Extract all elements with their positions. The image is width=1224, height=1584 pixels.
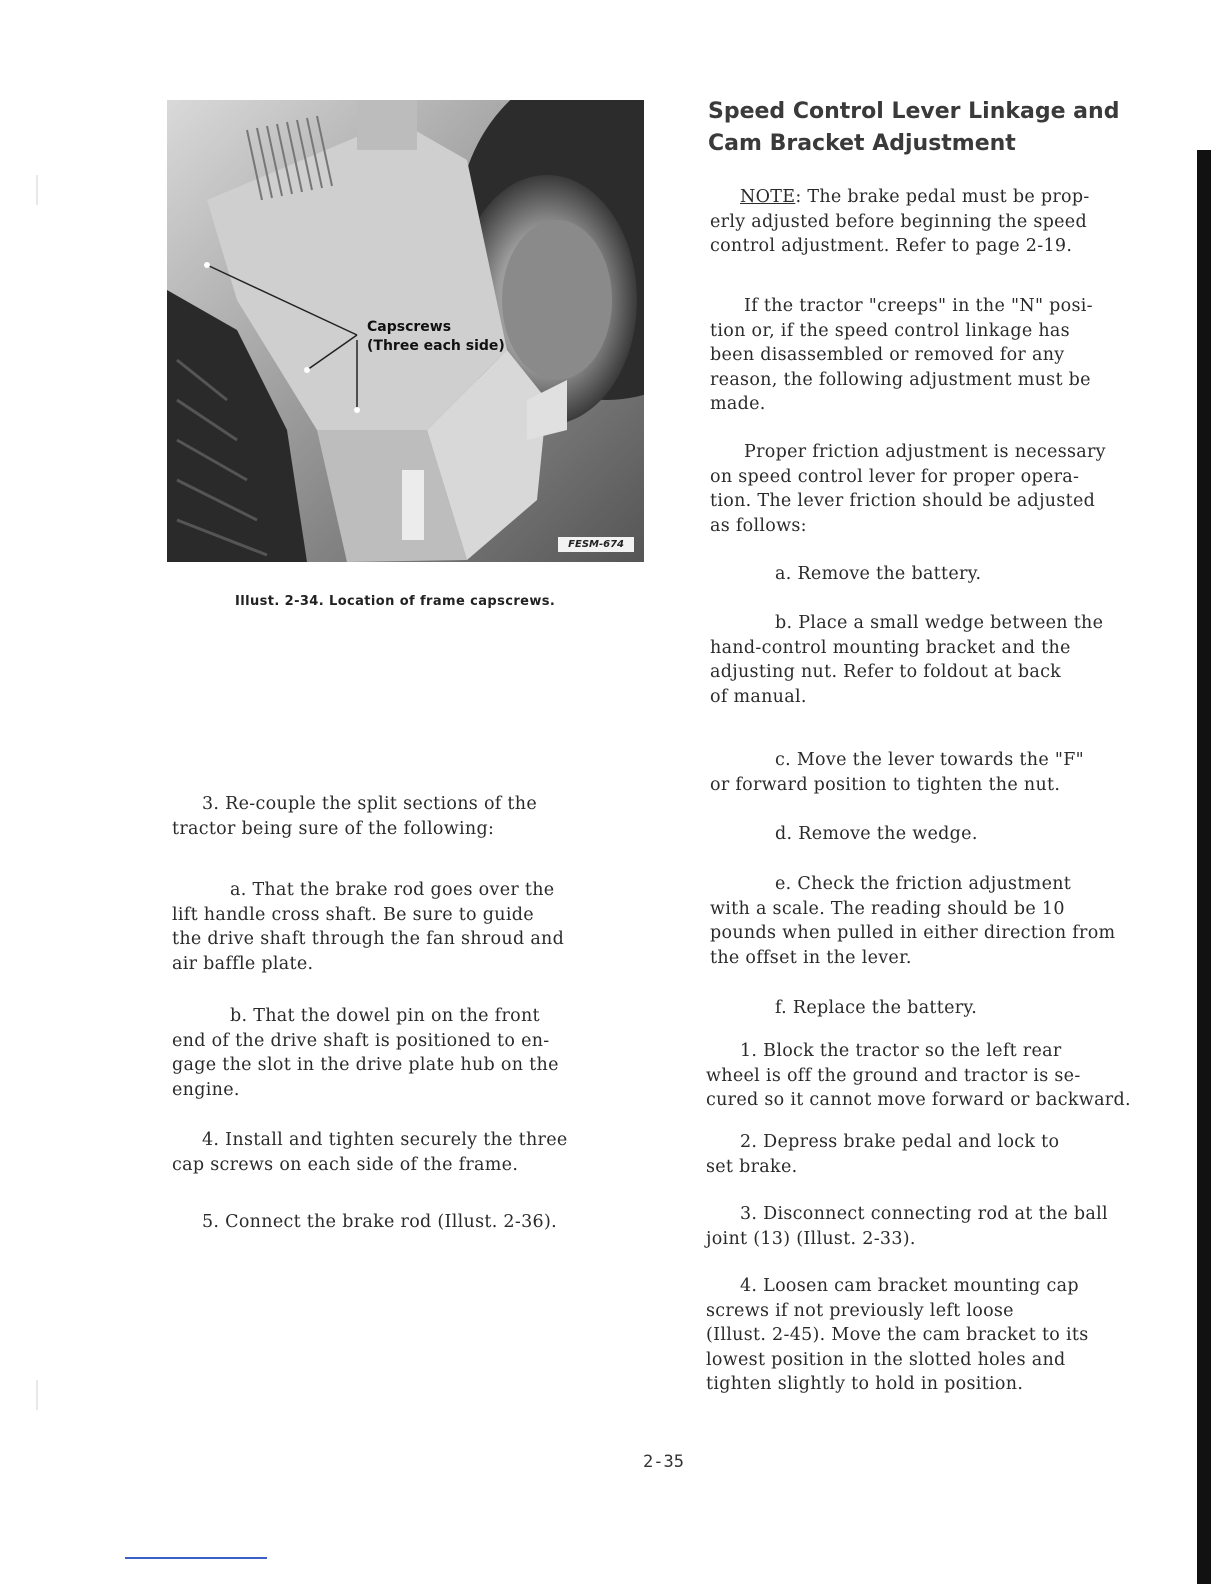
figure-code-label: FESM-674	[558, 537, 634, 552]
substep-c-move-lever: c. Move the lever towards the "F" or forward position to tighten the nut.	[710, 750, 1084, 795]
creeps-paragraph: If the tractor "creeps" in the "N" posi- tion or, if the speed control linkage has been disassembled or removed for any reason, the following adjustment must be made.	[710, 296, 1093, 414]
step-4-loosen-cam-bracket: 4. Loosen cam bracket mounting cap screws if not previously left loose (Illust. 2-45). Move the cam bracket to its lowest position in the slotted holes and tighten slightly to hold in position.	[706, 1276, 1089, 1394]
frame-capscrews-photo	[167, 100, 644, 562]
note-label: NOTE	[740, 187, 796, 207]
capscrews-callout-label: Capscrews (Three each side)	[367, 319, 505, 354]
friction-paragraph: Proper friction adjustment is necessary on speed control lever for proper opera- tion. The lever friction should be adjusted as follows:	[710, 442, 1106, 536]
step-4-install-capscrews: 4. Install and tighten securely the three cap screws on each side of the frame.	[172, 1130, 568, 1175]
step-3-recouple: 3. Re-couple the split sections of the tractor being sure of the following:	[172, 794, 537, 839]
substep-e-check-friction: e. Check the friction adjustment with a scale. The reading should be 10 pounds when pulled in either direction from the offset in the lever.	[710, 874, 1116, 968]
substep-f-replace-battery: f. Replace the battery.	[775, 998, 978, 1018]
substep-a-remove-battery: a. Remove the battery.	[775, 564, 982, 584]
step-3-disconnect-rod: 3. Disconnect connecting rod at the ball joint (13) (Illust. 2-33).	[706, 1204, 1108, 1249]
note-paragraph	[710, 185, 1190, 259]
section-heading: Speed Control Lever Linkage and Cam Bracket Adjustment	[708, 99, 1120, 156]
substep-d-remove-wedge: d. Remove the wedge.	[775, 824, 978, 844]
note-text: : The brake pedal must be prop- erly adjusted before beginning the speed control adjustment. Refer to page 2-19.	[710, 187, 1090, 256]
figure-caption: Illust. 2-34. Location of frame capscrews.	[235, 594, 556, 609]
scan-mark	[36, 175, 38, 205]
scan-edge-line	[125, 1557, 267, 1559]
step-1-block-tractor: 1. Block the tractor so the left rear wheel is off the ground and tractor is se- cured so it cannot move forward or backward.	[706, 1041, 1131, 1110]
scan-edge-bar	[1197, 150, 1211, 1584]
page-number: 2-35	[643, 1452, 684, 1472]
substep-a-brake-rod: a. That the brake rod goes over the lift handle cross shaft. Be sure to guide the drive shaft through the fan shroud and air baffle plate.	[172, 880, 565, 974]
step-2-depress-brake: 2. Depress brake pedal and lock to set brake.	[706, 1132, 1060, 1177]
substep-b-dowel-pin: b. That the dowel pin on the front end of the drive shaft is positioned to en- gage the slot in the drive plate hub on the engine.	[172, 1006, 559, 1100]
step-5-connect-brake-rod: 5. Connect the brake rod (Illust. 2-36).	[202, 1212, 557, 1232]
substep-b-place-wedge: b. Place a small wedge between the hand-control mounting bracket and the adjusting nut. Refer to foldout at back of manual.	[710, 613, 1104, 707]
scan-mark	[36, 1380, 38, 1410]
